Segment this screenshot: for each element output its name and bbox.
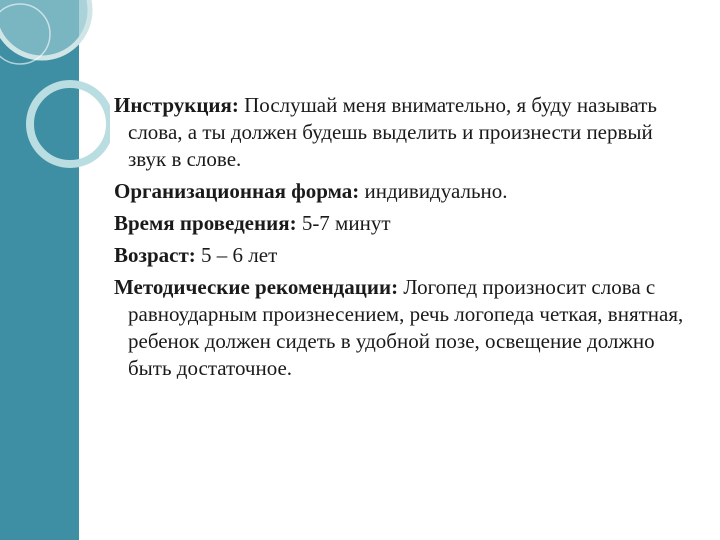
paragraph-duration <box>114 210 689 237</box>
paragraph-label: Возраст: <box>114 243 196 267</box>
decorative-circles-graphic <box>0 0 110 200</box>
paragraph-label: Время проведения: <box>114 211 297 235</box>
paragraph-instruction <box>114 92 689 173</box>
paragraph-age <box>114 242 689 269</box>
paragraph-text: 5 – 6 лет <box>201 243 278 267</box>
paragraph-label: Методические рекомендации: <box>114 275 399 299</box>
paragraph-text: Послушай меня внимательно, я буду называть слова, а ты должен будешь выделить и произнести первый звук в слове. <box>128 93 658 171</box>
paragraph-text: 5-7 минут <box>301 211 391 235</box>
paragraph-label: Организационная форма: <box>114 179 360 203</box>
decorative-circles <box>0 0 110 200</box>
paragraph-organization-form <box>114 178 689 205</box>
paragraph-text: индивидуально. <box>364 179 508 203</box>
paragraph-text: Логопед произносит слова с равноударным произнесением, речь логопеда четкая, внятная, ребенок должен сидеть в удобной позе, освещение должно быть достаточное. <box>128 275 684 380</box>
deco-ring-bottom <box>30 84 110 164</box>
slide-content <box>114 92 689 387</box>
paragraph-label: Инструкция: <box>114 93 239 117</box>
paragraph-method-recommendations <box>114 274 689 382</box>
